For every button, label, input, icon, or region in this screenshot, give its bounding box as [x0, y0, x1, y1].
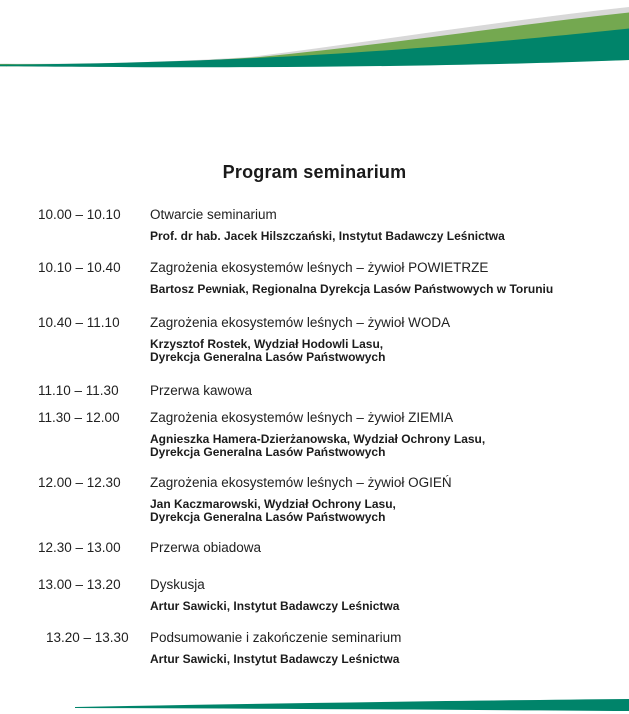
- agenda-speaker-line: Krzysztof Rostek, Wydział Hodowli Lasu,: [150, 337, 384, 351]
- agenda-time: 11.30 – 12.00: [38, 410, 120, 425]
- agenda-time: 13.00 – 13.20: [38, 577, 121, 592]
- agenda-time: 11.10 – 11.30: [38, 383, 119, 398]
- agenda-row: [0, 630, 629, 666]
- agenda-row: [0, 540, 629, 555]
- agenda-item-title: Otwarcie seminarium: [150, 207, 277, 222]
- agenda-body: [150, 475, 599, 523]
- agenda-body: [150, 383, 599, 398]
- agenda-speaker-line: Artur Sawicki, Instytut Badawczy Leśnictwa: [150, 599, 400, 613]
- agenda-body: [150, 540, 599, 555]
- agenda-body: [150, 630, 599, 666]
- agenda-speakers: [150, 283, 599, 296]
- agenda-body: [150, 315, 599, 363]
- page-title: Program seminarium: [222, 162, 407, 182]
- agenda-item-title: Zagrożenia ekosystemów leśnych – żywioł WODA: [150, 315, 451, 330]
- agenda-speakers: [150, 338, 599, 363]
- agenda-row: [0, 577, 629, 613]
- agenda-time: 12.00 – 12.30: [38, 475, 121, 490]
- agenda-time: 10.00 – 10.10: [38, 207, 121, 222]
- footer-teal-band: [75, 699, 629, 711]
- agenda-item-title: Zagrożenia ekosystemów leśnych – żywioł POWIETRZE: [150, 260, 489, 275]
- agenda-time: 10.10 – 10.40: [38, 260, 121, 275]
- agenda-item-title: Zagrożenia ekosystemów leśnych – żywioł OGIEŃ: [150, 475, 452, 490]
- agenda-item-title: Przerwa kawowa: [150, 383, 253, 398]
- agenda-body: [150, 410, 599, 458]
- agenda-row: [0, 260, 629, 296]
- agenda-item-title: Przerwa obiadowa: [150, 540, 262, 555]
- agenda-time: 10.40 – 11.10: [38, 315, 120, 330]
- agenda-item-title: Dyskusja: [150, 577, 205, 592]
- agenda-row: [0, 315, 629, 363]
- agenda-item-title: Podsumowanie i zakończenie seminarium: [150, 630, 402, 645]
- agenda-speaker-line: Prof. dr hab. Jacek Hilszczański, Instytut Badawczy Leśnictwa: [150, 229, 505, 243]
- agenda-speakers: [150, 600, 599, 613]
- agenda-time: 12.30 – 13.00: [38, 540, 121, 555]
- footer-bar-decoration: [0, 690, 629, 714]
- agenda-speaker-line: Agnieszka Hamera-Dzierżanowska, Wydział Ochrony Lasu,: [150, 432, 486, 446]
- agenda-row: [0, 383, 629, 398]
- agenda-row: [0, 207, 629, 243]
- agenda-speakers: [150, 498, 599, 523]
- agenda-speakers: [150, 653, 599, 666]
- agenda-body: [150, 577, 599, 613]
- agenda-speaker-line: Artur Sawicki, Instytut Badawczy Leśnictwa: [150, 652, 400, 666]
- agenda-speaker-line: Bartosz Pewniak, Regionalna Dyrekcja Lasów Państwowych w Toruniu: [150, 282, 554, 296]
- agenda-item-title: Zagrożenia ekosystemów leśnych – żywioł ZIEMIA: [150, 410, 454, 425]
- agenda-time: 13.20 – 13.30: [46, 630, 129, 645]
- agenda-body: [150, 207, 599, 243]
- agenda-row: [0, 410, 629, 458]
- agenda-speaker-line: Dyrekcja Generalna Lasów Państwowych: [150, 509, 386, 524]
- agenda-speaker-line: Dyrekcja Generalna Lasów Państwowych: [150, 444, 386, 459]
- agenda-speakers: [150, 433, 599, 458]
- agenda-speakers: [150, 230, 599, 243]
- agenda-row: [0, 475, 629, 523]
- agenda-speaker-line: Jan Kaczmarowski, Wydział Ochrony Lasu,: [150, 497, 396, 511]
- agenda-speaker-line: Dyrekcja Generalna Lasów Państwowych: [150, 349, 386, 364]
- agenda-body: [150, 260, 599, 296]
